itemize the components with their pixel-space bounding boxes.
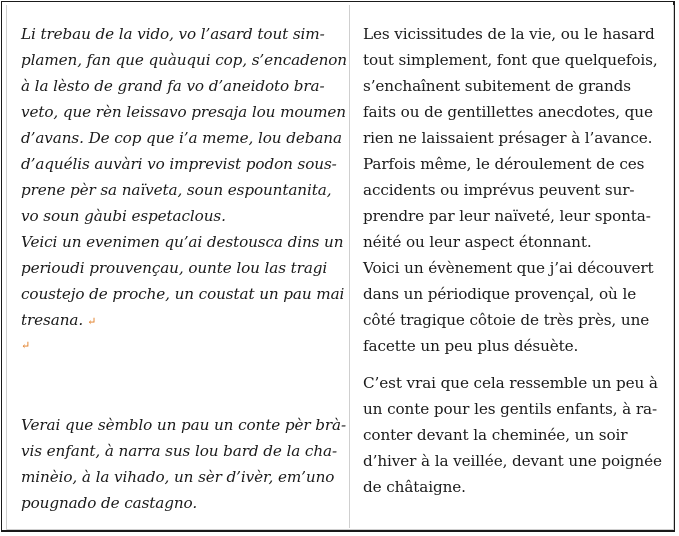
document-frame bbox=[1, 1, 675, 532]
text-line: faits ou de gentillettes anecdotes, que bbox=[363, 103, 653, 121]
provencal-paragraph-3 bbox=[21, 412, 346, 516]
text-line: Parfois même, le déroulement de ces bbox=[363, 155, 645, 173]
french-paragraph-1 bbox=[363, 21, 669, 255]
text-line: pougnado de castagno. bbox=[21, 494, 198, 512]
text-line: veto, que rèn leissavo presaja lou moumen bbox=[21, 103, 346, 121]
text-line: perioudi prouvençau, ounte lou las tragi bbox=[21, 259, 328, 277]
provencal-paragraph-2 bbox=[21, 229, 343, 359]
text-line: d’aquélis auvàri vo imprevist podon sous- bbox=[21, 155, 337, 173]
text-line: facette un peu plus désuète. bbox=[363, 337, 579, 355]
text-line: Li trebau de la vido, vo l’asard tout sim- bbox=[21, 25, 325, 43]
text-line: côté tragique côtoie de très près, une bbox=[363, 311, 650, 329]
text-line: vis enfant, à narra sus lou bard de la cha- bbox=[21, 442, 338, 460]
text-line: tout simplement, font que quelquefois, bbox=[363, 51, 658, 69]
text-line: un conte pour les gentils enfants, à ra- bbox=[363, 400, 657, 418]
french-column[interactable] bbox=[363, 5, 669, 500]
paragraph-mark-icon: ↵ bbox=[87, 315, 97, 328]
text-line: à la lèsto de grand fa vo d’aneidoto bra- bbox=[21, 77, 325, 95]
text-line: dans un périodique provençal, où le bbox=[363, 285, 637, 303]
french-paragraph-2 bbox=[363, 255, 669, 359]
provencal-paragraph-1 bbox=[21, 21, 347, 229]
empty-paragraph-mark-icon: ↵ bbox=[21, 339, 31, 352]
text-line: conter devant la cheminée, un soir bbox=[363, 426, 628, 444]
text-line: d’hiver à la veillée, devant une poignée bbox=[363, 452, 662, 470]
text-line: C’est vrai que cela ressemble un peu à bbox=[363, 374, 658, 392]
text-line: Les vicissitudes de la vie, ou le hasard bbox=[363, 25, 655, 43]
text-line: rien ne laissaient présager à l’avance. bbox=[363, 129, 653, 147]
text-line: accidents ou imprévus peuvent sur- bbox=[363, 181, 635, 199]
text-line: s’enchaînent subitement de grands bbox=[363, 77, 631, 95]
text-line: coustejo de proche, un coustat un pau mai bbox=[21, 285, 345, 303]
text-line-content: tresana. bbox=[21, 311, 84, 329]
text-line: plamen, fan que quàuqui cop, s’encadenon bbox=[21, 51, 347, 69]
text-line: vo soun gàubi espetaclous. bbox=[21, 207, 226, 225]
text-line: néité ou leur aspect étonnant. bbox=[363, 233, 592, 251]
text-line: de châtaigne. bbox=[363, 478, 466, 496]
text-line-last bbox=[21, 307, 343, 333]
text-line: d’avans. De cop que i’a meme, lou debana bbox=[21, 129, 342, 147]
text-line: Verai que sèmblo un pau un conte pèr brà- bbox=[21, 416, 346, 434]
french-paragraph-3 bbox=[363, 370, 669, 500]
text-line: prendre par leur naïveté, leur sponta- bbox=[363, 207, 651, 225]
text-line: prene pèr sa naïveta, soun espountanita, bbox=[21, 181, 332, 199]
text-line: Voici un évènement que j’ai découvert bbox=[363, 259, 654, 277]
text-line: minèio, à la vihado, un sèr d’ivèr, em’uno bbox=[21, 468, 335, 486]
provencal-column[interactable] bbox=[21, 5, 347, 516]
bilingual-table bbox=[6, 5, 674, 530]
text-line: Veici un evenimen qu’ai destousca dins un bbox=[21, 233, 344, 251]
column-divider bbox=[349, 5, 350, 528]
